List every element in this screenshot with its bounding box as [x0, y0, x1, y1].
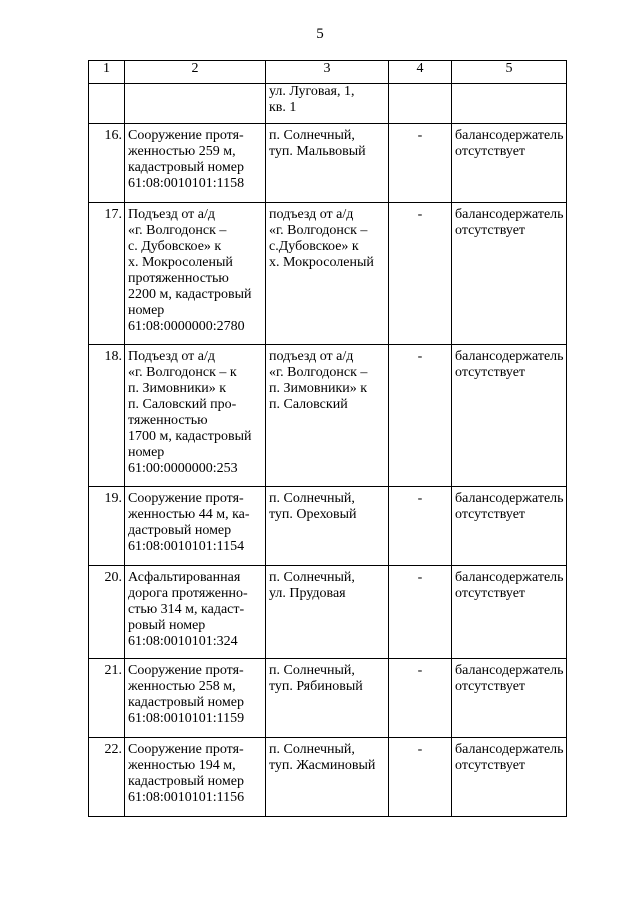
balance-holder: балансодержатель отсутствует	[452, 659, 567, 738]
table-row	[89, 659, 567, 738]
column-header: 5	[452, 61, 567, 84]
column-header: 1	[89, 61, 125, 84]
object-address: п. Солнечный, туп. Мальвовый	[266, 124, 389, 203]
object-description: Сооружение протя- женностью 258 м, кадастровый номер 61:08:0010101:1159	[125, 659, 266, 738]
table-header-row	[89, 61, 567, 84]
column-header: 2	[125, 61, 266, 84]
object-description: Сооружение протя- женностью 44 м, ка- дастровый номер 61:08:0010101:1154	[125, 487, 266, 566]
balance-holder: балансодержатель отсутствует	[452, 487, 567, 566]
object-address: п. Солнечный, туп. Ореховый	[266, 487, 389, 566]
object-description: Подъезд от а/д «г. Волгодонск – к п. Зимовники» к п. Саловский про- тяженностью 1700 м, кадастровый номер 61:00:0000000:253	[125, 345, 266, 487]
balance-holder: балансодержатель отсутствует	[452, 345, 567, 487]
object-description: Сооружение протя- женностью 194 м, кадастровый номер 61:08:0010101:1156	[125, 738, 266, 817]
object-address: подъезд от а/д «г. Волгодонск – п. Зимовники» к п. Саловский	[266, 345, 389, 487]
object-address: подъезд от а/д «г. Волгодонск – с.Дубовское» к х. Мокросоленый	[266, 203, 389, 345]
column-header: 3	[266, 61, 389, 84]
table-row	[89, 566, 567, 659]
column-4-value: -	[389, 203, 452, 345]
object-address: ул. Луговая, 1, кв. 1	[266, 84, 389, 124]
row-number: 16.	[89, 124, 125, 203]
row-number: 19.	[89, 487, 125, 566]
object-description: Асфальтированная дорога протяженно- стью 314 м, кадаст- ровый номер 61:08:0010101:324	[125, 566, 266, 659]
column-4-value	[389, 84, 452, 124]
balance-holder	[452, 84, 567, 124]
row-number: 21.	[89, 659, 125, 738]
column-4-value: -	[389, 124, 452, 203]
row-number	[89, 84, 125, 124]
column-header: 4	[389, 61, 452, 84]
table-row	[89, 124, 567, 203]
object-description	[125, 84, 266, 124]
row-number: 20.	[89, 566, 125, 659]
balance-holder: балансодержатель отсутствует	[452, 203, 567, 345]
property-table	[88, 60, 567, 817]
column-4-value: -	[389, 566, 452, 659]
object-address: п. Солнечный, туп. Рябиновый	[266, 659, 389, 738]
row-number: 22.	[89, 738, 125, 817]
object-description: Подъезд от а/д «г. Волгодонск – с. Дубовское» к х. Мокросоленый протяженностью 2200 м, кадастровый номер 61:08:0000000:2780	[125, 203, 266, 345]
row-number: 17.	[89, 203, 125, 345]
column-4-value: -	[389, 487, 452, 566]
table-row	[89, 345, 567, 487]
table-row	[89, 84, 567, 124]
object-description: Сооружение протя- женностью 259 м, кадастровый номер 61:08:0010101:1158	[125, 124, 266, 203]
balance-holder: балансодержатель отсутствует	[452, 124, 567, 203]
object-address: п. Солнечный, ул. Прудовая	[266, 566, 389, 659]
page-number: 5	[316, 26, 324, 42]
column-4-value: -	[389, 659, 452, 738]
row-number: 18.	[89, 345, 125, 487]
column-4-value: -	[389, 738, 452, 817]
balance-holder: балансодержатель отсутствует	[452, 566, 567, 659]
column-4-value: -	[389, 345, 452, 487]
table-row	[89, 738, 567, 817]
balance-holder: балансодержатель отсутствует	[452, 738, 567, 817]
table-row	[89, 487, 567, 566]
table-row	[89, 203, 567, 345]
object-address: п. Солнечный, туп. Жасминовый	[266, 738, 389, 817]
